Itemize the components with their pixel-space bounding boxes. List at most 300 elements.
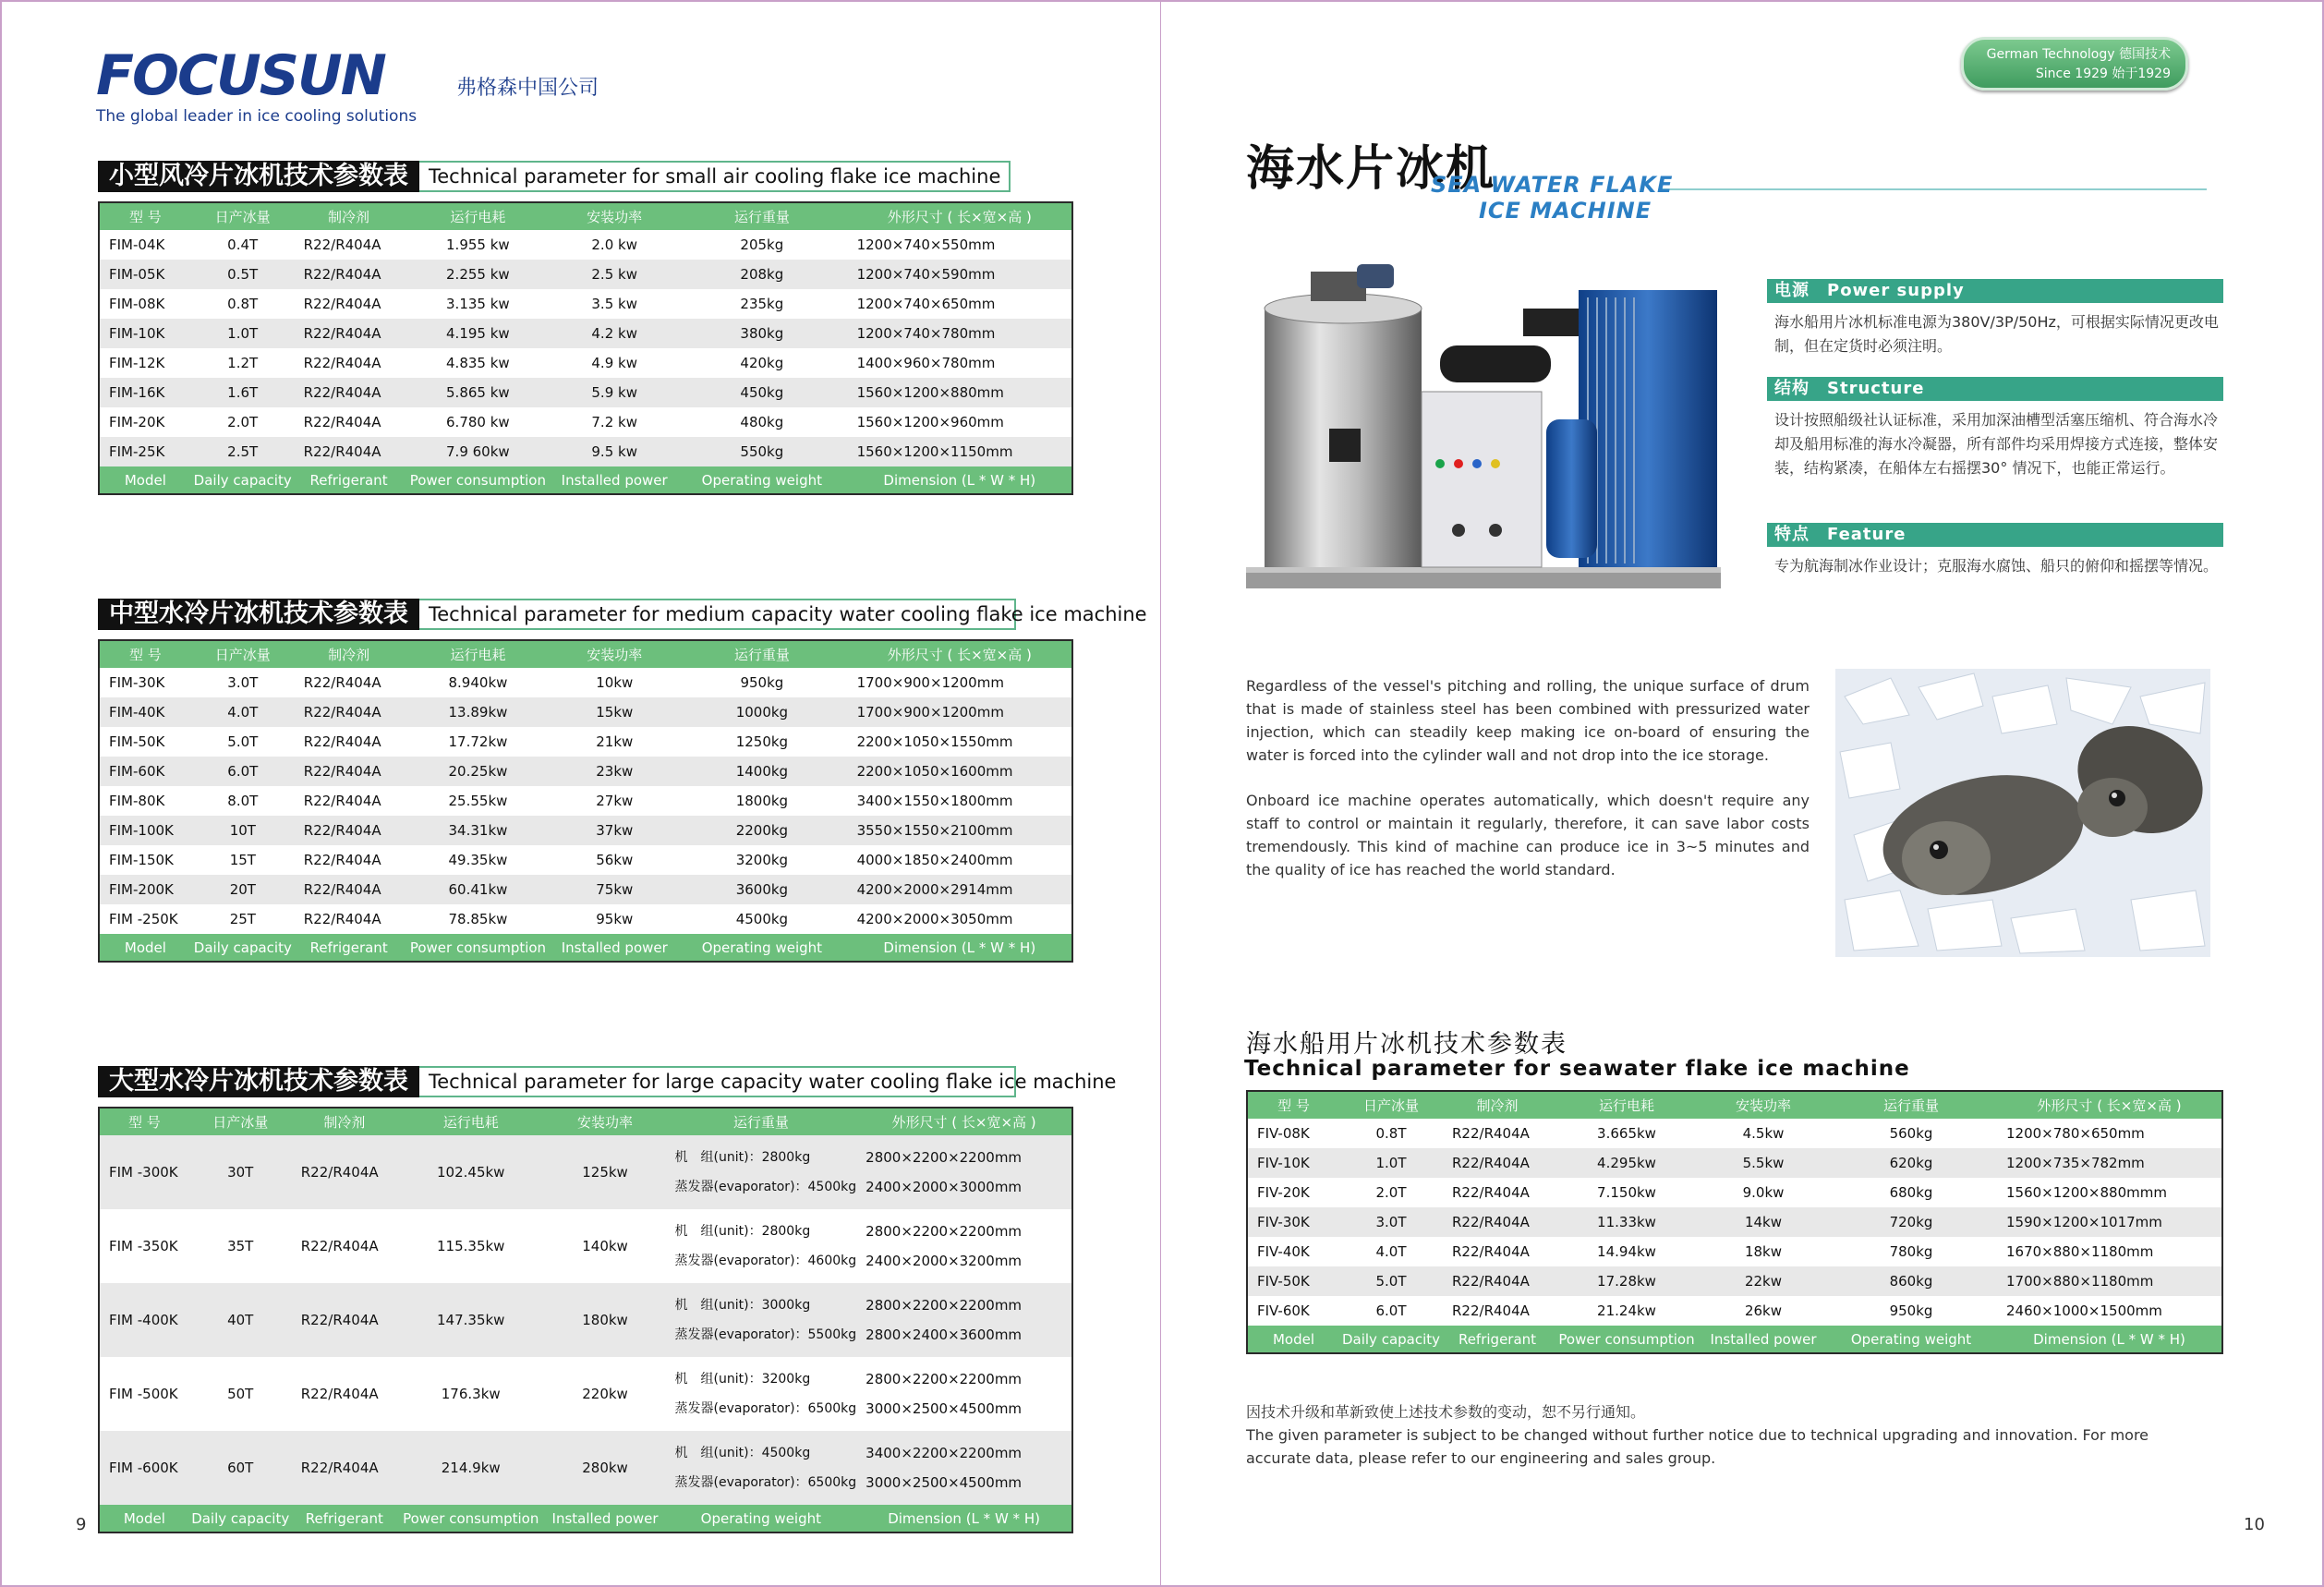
table-cell: 1200×735×782mm xyxy=(1997,1148,2222,1178)
table-cell: 4.295kw xyxy=(1552,1148,1701,1178)
table-cell: 4000×1850×2400mm xyxy=(856,852,1013,868)
small-air-table xyxy=(98,201,1073,495)
table-cell: 4200×2000×2914mm xyxy=(848,875,1072,904)
table-row xyxy=(99,378,1072,407)
table-cell: 680kg xyxy=(1889,1184,1933,1201)
table-cell: R22/R404A xyxy=(300,1386,379,1402)
table-cell: R22/R404A xyxy=(300,1238,379,1254)
large-water-footer-cell: Model xyxy=(99,1505,189,1532)
medium-water-title-en: Technical parameter for medium capacity water cooling flake ice machine xyxy=(419,599,1016,630)
table-cell: FIV-10K xyxy=(1247,1148,1339,1178)
table-cell: 1.955 kw xyxy=(446,236,510,253)
weight-cell xyxy=(666,1283,857,1357)
seawater-header-cell: 制冷剂 xyxy=(1443,1091,1552,1119)
weight-cell xyxy=(666,1357,857,1431)
small-air-footer-cell: Refrigerant xyxy=(295,466,404,494)
large-water-header-cell: 运行电耗 xyxy=(397,1108,545,1135)
table-cell: FIM-12K xyxy=(109,355,165,371)
german-technology-badge xyxy=(1961,37,2188,91)
table-cell: 60.41kw xyxy=(404,875,553,904)
large-water-footer-cell: Dimension (L * W * H) xyxy=(856,1505,1072,1532)
table-cell: FIV-60K xyxy=(1257,1302,1310,1319)
unit-dimension: 3400×2200×2200mm xyxy=(865,1445,1023,1461)
table-cell: R22/R404A xyxy=(1452,1243,1530,1260)
table-cell: 0.8T xyxy=(1375,1125,1407,1142)
seawater-header-cell: 运行重量 xyxy=(1825,1091,1997,1119)
table-cell: 5.865 kw xyxy=(403,378,552,407)
unit-weight: 机 组(unit)：2800kg xyxy=(674,1150,811,1165)
table-cell: 860kg xyxy=(1825,1266,1997,1296)
table-cell: 1400×960×780mm xyxy=(856,355,996,371)
medium-water-header-cell: 型 号 xyxy=(99,640,191,668)
table-cell: 17.28kw xyxy=(1552,1266,1701,1296)
feature-heading: 特点 Feature xyxy=(1767,523,2223,547)
table-cell: R22/R404A xyxy=(303,236,381,253)
medium-water-table xyxy=(98,639,1073,963)
medium-water-footer-cell: Daily capacity xyxy=(191,934,295,962)
table-cell: R22/R404A xyxy=(295,757,404,786)
table-cell: FIM-150K xyxy=(109,852,174,868)
table-row xyxy=(1247,1237,2222,1266)
table-row xyxy=(99,1431,1072,1505)
large-water-header-cell: 安装功率 xyxy=(545,1108,666,1135)
table-cell: 3.665kw xyxy=(1597,1125,1656,1142)
table-cell: 1700×900×1200mm xyxy=(856,674,1004,691)
unit-dimension: 2800×2200×2200mm xyxy=(865,1149,1023,1166)
description-paragraph-2: Onboard ice machine operates automatically, which doesn't require any staff to control or maintain it regularly, therefore, it can save labor costs tremendously. This kind of machine can produce ice in 3~5 minutes and the quality of ice has reached the world standard. xyxy=(1246,792,1810,878)
table-cell: 4500kg xyxy=(735,911,789,927)
table-cell: 0.8T xyxy=(227,296,259,312)
table-cell: 25T xyxy=(229,911,256,927)
small-air-header-cell: 日产冰量 xyxy=(191,202,295,230)
table-cell: 2.5T xyxy=(191,437,295,466)
table-row xyxy=(1247,1148,2222,1178)
table-cell: 3400×1550×1800mm xyxy=(856,793,1013,809)
table-cell: FIM -350K xyxy=(109,1238,178,1254)
small-air-footer-cell: Dimension (L * W * H) xyxy=(848,466,1072,494)
table-cell: R22/R404A xyxy=(295,319,404,348)
table-cell: R22/R404A xyxy=(303,414,381,430)
table-cell: 140kw xyxy=(582,1238,628,1254)
table-cell: FIM-80K xyxy=(109,793,165,809)
table-cell: R22/R404A xyxy=(303,674,381,691)
evaporator-weight: 蒸发器(evaporator)：6500kg xyxy=(674,1401,857,1416)
medium-water-footer-cell: Refrigerant xyxy=(295,934,404,962)
table-cell: 3550×1550×2100mm xyxy=(848,816,1072,845)
table-row xyxy=(99,319,1072,348)
small-air-footer-cell: Daily capacity xyxy=(191,466,295,494)
table-cell: 0.5T xyxy=(191,260,295,289)
small-air-footer-cell: Model xyxy=(99,466,191,494)
seawater-table xyxy=(1246,1090,2223,1354)
medium-water-header-cell: 外形尺寸 ( 长×宽×高 ) xyxy=(848,640,1072,668)
large-water-header-cell: 运行重量 xyxy=(666,1108,857,1135)
table-cell: 2200kg xyxy=(676,816,847,845)
table-cell: FIV-50K xyxy=(1247,1266,1339,1296)
table-cell: FIM-10K xyxy=(99,319,191,348)
medium-water-title-cn: 中型水冷片冰机技术参数表 xyxy=(98,599,419,630)
table-cell: 1700×880×1180mm xyxy=(1997,1266,2222,1296)
table-row xyxy=(99,904,1072,934)
evaporator-weight: 蒸发器(evaporator)：5500kg xyxy=(674,1327,857,1342)
table-cell: 3.0T xyxy=(1339,1207,1443,1237)
large-water-header-row xyxy=(99,1108,1072,1135)
dimension-cell xyxy=(856,1135,1072,1209)
table-cell: 950kg xyxy=(1889,1302,1933,1319)
table-row xyxy=(99,1135,1072,1209)
table-cell: 5.5kw xyxy=(1701,1148,1825,1178)
table-cell: 49.35kw xyxy=(448,852,508,868)
seawater-footer-cell: Power consumption xyxy=(1552,1326,1701,1353)
table-cell: 40T xyxy=(189,1283,292,1357)
table-cell: 30T xyxy=(189,1135,292,1209)
table-row xyxy=(99,668,1072,697)
table-cell: 1670×880×1180mm xyxy=(2006,1243,2154,1260)
seawater-header-cell: 型 号 xyxy=(1247,1091,1339,1119)
small-air-footer-cell: Operating weight xyxy=(676,466,847,494)
table-cell: 125kw xyxy=(545,1135,666,1209)
evaporator-weight: 蒸发器(evaporator)：6500kg xyxy=(674,1475,857,1490)
large-water-heading xyxy=(98,1066,1117,1097)
table-row xyxy=(99,289,1072,319)
large-water-title-en: Technical parameter for large capacity water cooling flake ice machine xyxy=(419,1066,1016,1097)
small-air-header-cell: 运行重量 xyxy=(676,202,847,230)
evaporator-dimension: 3000×2500×4500mm xyxy=(865,1400,1023,1417)
table-cell: 6.0T xyxy=(191,757,295,786)
table-row xyxy=(99,875,1072,904)
disclaimer-en: The given parameter is subject to be changed without further notice due to technical upgrading and innovation. For more accurate data, please refer to our engineering and sales group. xyxy=(1246,1426,2149,1467)
medium-water-footer-cell: Dimension (L * W * H) xyxy=(848,934,1072,962)
table-cell: 115.35kw xyxy=(437,1238,505,1254)
table-cell: 10kw xyxy=(596,674,634,691)
evaporator-weight: 蒸发器(evaporator)：4600kg xyxy=(674,1254,857,1268)
medium-water-header-cell: 制冷剂 xyxy=(295,640,404,668)
table-cell: 1560×1200×960mm xyxy=(856,414,1004,430)
table-cell: FIM -250K xyxy=(109,911,178,927)
table-cell: R22/R404A xyxy=(295,875,404,904)
table-row xyxy=(99,1283,1072,1357)
table-cell: 1.2T xyxy=(227,355,259,371)
unit-dimension: 2800×2200×2200mm xyxy=(865,1223,1023,1240)
evaporator-dimension: 2400×2000×3200mm xyxy=(865,1253,1023,1269)
unit-dimension: 2800×2200×2200mm xyxy=(865,1297,1023,1314)
table-cell: 5.9 kw xyxy=(552,378,676,407)
product-title-en-line1: SEA WATER FLAKE xyxy=(1431,172,1674,198)
table-cell: 4.5kw xyxy=(1742,1125,1785,1142)
weight-cell xyxy=(666,1431,857,1505)
table-cell: 11.33kw xyxy=(1552,1207,1701,1237)
evaporator-dimension: 3000×2500×4500mm xyxy=(865,1474,1023,1491)
table-cell: 4.9 kw xyxy=(591,355,637,371)
table-cell: 20T xyxy=(191,875,295,904)
small-air-footer-cell: Installed power xyxy=(552,466,676,494)
medium-water-heading xyxy=(98,599,1147,630)
table-cell: FIM-04K xyxy=(109,236,165,253)
table-cell: R22/R404A xyxy=(303,911,381,927)
table-cell: FIV-40K xyxy=(1257,1243,1310,1260)
table-cell: R22/R404A xyxy=(303,733,381,750)
large-water-footer-cell: Daily capacity xyxy=(189,1505,292,1532)
table-cell: 205kg xyxy=(740,236,784,253)
table-cell: FIV-20K xyxy=(1257,1184,1310,1201)
small-air-header-row xyxy=(99,202,1072,230)
seawater-header-cell: 外形尺寸 ( 长×宽×高 ) xyxy=(1997,1091,2222,1119)
large-water-footer-cell: Operating weight xyxy=(666,1505,857,1532)
table-cell: R22/R404A xyxy=(303,852,381,868)
table-cell: 4.195 kw xyxy=(403,319,552,348)
table-cell: 180kw xyxy=(545,1283,666,1357)
table-cell: 1200×740×590mm xyxy=(848,260,1072,289)
table-cell: 176.3kw xyxy=(441,1386,501,1402)
large-water-header-cell: 外形尺寸 ( 长×宽×高 ) xyxy=(856,1108,1072,1135)
table-cell: 4.2 kw xyxy=(552,319,676,348)
seawater-header-cell: 日产冰量 xyxy=(1339,1091,1443,1119)
table-cell: 9.5 kw xyxy=(552,437,676,466)
table-cell: 14.94kw xyxy=(1597,1243,1656,1260)
flake-ice-machine-image xyxy=(1246,253,1721,593)
dimension-cell xyxy=(856,1431,1072,1505)
seawater-table-title-cn: 海水船用片冰机技术参数表 xyxy=(1246,1030,1567,1059)
feature-text: 专为航海制冰作业设计；克服海水腐蚀、船只的俯仰和摇摆等情况。 xyxy=(1774,557,2219,575)
description-paragraph-1: Regardless of the vessel's pitching and rolling, the unique surface of drum that is made of stainless steel has been combined with pressurized water injection, which can steadily keep making ice on-board of ensuring the water is forced into the cylinder wall and not drop into the ice storage. xyxy=(1246,677,1810,764)
table-cell: FIM-40K xyxy=(99,697,191,727)
page-number-right: 10 xyxy=(2244,1515,2265,1534)
table-cell: 4.0T xyxy=(1375,1243,1407,1260)
table-row xyxy=(1247,1296,2222,1326)
table-cell: 1000kg xyxy=(676,697,847,727)
table-cell: 5.0T xyxy=(1339,1266,1443,1296)
table-cell: FIM-05K xyxy=(99,260,191,289)
seawater-footer-cell: Installed power xyxy=(1701,1326,1825,1353)
badge-line1: German Technology 德国技术 xyxy=(1986,47,2171,62)
table-cell: 550kg xyxy=(676,437,847,466)
table-cell: 18kw xyxy=(1744,1243,1783,1260)
table-cell: R22/R404A xyxy=(292,1135,397,1209)
table-cell: R22/R404A xyxy=(1452,1302,1530,1319)
seawater-table-title-en: Technical parameter for seawater flake ice machine xyxy=(1244,1057,1910,1081)
seawater-header-row xyxy=(1247,1091,2222,1119)
weight-cell xyxy=(666,1135,857,1209)
table-cell: 1560×1200×1150mm xyxy=(848,437,1072,466)
table-cell: 6.0T xyxy=(1375,1302,1407,1319)
table-cell: R22/R404A xyxy=(295,816,404,845)
table-cell: 780kg xyxy=(1889,1243,1933,1260)
large-water-header-cell: 日产冰量 xyxy=(189,1108,292,1135)
medium-water-header-cell: 日产冰量 xyxy=(191,640,295,668)
medium-water-header-cell: 运行电耗 xyxy=(404,640,553,668)
table-cell: 147.35kw xyxy=(397,1283,545,1357)
table-cell: 21kw xyxy=(596,733,634,750)
table-cell: R22/R404A xyxy=(1452,1125,1530,1142)
table-cell: 25.55kw xyxy=(448,793,508,809)
table-cell: 26kw xyxy=(1744,1302,1783,1319)
table-cell: 560kg xyxy=(1889,1125,1933,1142)
evaporator-dimension: 2400×2000×3000mm xyxy=(865,1179,1023,1195)
table-cell: 1560×1200×880mmm xyxy=(2006,1184,2167,1201)
table-cell: FIM-200K xyxy=(99,875,191,904)
left-page xyxy=(0,0,1160,1587)
table-cell: 1700×900×1200mm xyxy=(848,697,1072,727)
table-cell: 1590×1200×1017mm xyxy=(1997,1207,2222,1237)
seawater-footer-row xyxy=(1247,1326,2222,1353)
table-cell: R22/R404A xyxy=(292,1283,397,1357)
table-cell: 15T xyxy=(229,852,256,868)
badge-line2: Since 1929 始于1929 xyxy=(2035,67,2171,81)
table-cell: 2.0T xyxy=(227,414,259,430)
table-row xyxy=(99,407,1072,437)
table-cell: 950kg xyxy=(740,674,784,691)
small-air-title-en: Technical parameter for small air cooling flake ice machine xyxy=(419,161,1011,192)
fish-on-ice-photo xyxy=(1835,669,2210,957)
table-cell: R22/R404A xyxy=(1443,1148,1552,1178)
large-water-header-cell: 型 号 xyxy=(99,1108,189,1135)
seawater-header-cell: 运行电耗 xyxy=(1552,1091,1701,1119)
table-cell: 720kg xyxy=(1825,1207,1997,1237)
table-cell: FIM-16K xyxy=(99,378,191,407)
table-cell: 3200kg xyxy=(735,852,789,868)
table-cell: FIV-30K xyxy=(1247,1207,1339,1237)
table-cell: 450kg xyxy=(676,378,847,407)
table-row xyxy=(99,845,1072,875)
table-cell: 23kw xyxy=(552,757,676,786)
product-title-cn: 海水片冰机 xyxy=(1246,141,1496,197)
table-cell: R22/R404A xyxy=(295,378,404,407)
table-cell: 620kg xyxy=(1825,1148,1997,1178)
product-title-en-line2: ICE MACHINE xyxy=(1479,198,1652,224)
seawater-footer-cell: Refrigerant xyxy=(1443,1326,1552,1353)
table-cell: FIM-25K xyxy=(99,437,191,466)
logo-tagline: The global leader in ice cooling solutions xyxy=(96,107,418,126)
table-cell: 7.9 60kw xyxy=(403,437,552,466)
table-cell: 15kw xyxy=(552,697,676,727)
large-water-footer-cell: Installed power xyxy=(545,1505,666,1532)
table-cell: 480kg xyxy=(740,414,784,430)
table-cell: 2.5 kw xyxy=(552,260,676,289)
table-cell: 60T xyxy=(189,1431,292,1505)
dimension-cell xyxy=(856,1283,1072,1357)
focusun-logo xyxy=(96,43,418,126)
page-number-left: 9 xyxy=(76,1515,87,1534)
small-air-heading xyxy=(98,161,1011,192)
table-cell: R22/R404A xyxy=(303,793,381,809)
table-cell: 1200×740×780mm xyxy=(848,319,1072,348)
table-cell: 235kg xyxy=(740,296,784,312)
table-cell: 6.780 kw xyxy=(446,414,510,430)
table-cell: 27kw xyxy=(596,793,634,809)
unit-weight: 机 组(unit)：4500kg xyxy=(674,1446,811,1460)
medium-water-footer-row xyxy=(99,934,1072,962)
small-air-header-cell: 运行电耗 xyxy=(403,202,552,230)
unit-weight: 机 组(unit)：2800kg xyxy=(674,1224,811,1239)
table-cell: 1560×1200×880mm xyxy=(848,378,1072,407)
table-cell: 1.0T xyxy=(191,319,295,348)
large-water-footer-cell: Power consumption xyxy=(397,1505,545,1532)
table-cell: R22/R404A xyxy=(1452,1184,1530,1201)
table-cell: 13.89kw xyxy=(404,697,553,727)
table-cell: 78.85kw xyxy=(448,911,508,927)
evaporator-dimension: 2800×2400×3600mm xyxy=(865,1327,1023,1343)
right-page xyxy=(1161,0,2324,1587)
table-cell: 220kw xyxy=(582,1386,628,1402)
table-cell: 9.0kw xyxy=(1742,1184,1785,1201)
table-cell: 420kg xyxy=(740,355,784,371)
table-cell: R22/R404A xyxy=(295,437,404,466)
table-cell: 95kw xyxy=(596,911,634,927)
table-cell: 1400kg xyxy=(676,757,847,786)
large-water-footer-cell: Refrigerant xyxy=(292,1505,397,1532)
table-cell: 75kw xyxy=(552,875,676,904)
table-cell: 2.255 kw xyxy=(403,260,552,289)
unit-weight: 机 组(unit)：3200kg xyxy=(674,1372,811,1387)
table-cell: 56kw xyxy=(596,852,634,868)
table-cell: FIV-08K xyxy=(1257,1125,1310,1142)
disclaimer-note xyxy=(1246,1400,2188,1470)
table-cell: 2200×1050×1600mm xyxy=(848,757,1072,786)
large-water-table xyxy=(98,1107,1073,1533)
table-row xyxy=(99,437,1072,466)
table-cell: 14kw xyxy=(1701,1207,1825,1237)
table-cell: 21.24kw xyxy=(1597,1302,1656,1319)
table-row xyxy=(99,757,1072,786)
table-cell: FIM-50K xyxy=(109,733,165,750)
table-cell: 4200×2000×3050mm xyxy=(856,911,1013,927)
table-cell: 214.9kw xyxy=(397,1431,545,1505)
table-cell: 37kw xyxy=(552,816,676,845)
power-supply-heading: 电源 Power supply xyxy=(1767,279,2223,303)
table-cell: FIM-20K xyxy=(109,414,165,430)
table-cell: 34.31kw xyxy=(404,816,553,845)
medium-water-header-cell: 运行重量 xyxy=(676,640,847,668)
seawater-footer-cell: Daily capacity xyxy=(1339,1326,1443,1353)
medium-water-header-row xyxy=(99,640,1072,668)
table-row xyxy=(1247,1178,2222,1207)
unit-dimension: 2800×2200×2200mm xyxy=(865,1371,1023,1387)
table-cell: 280kw xyxy=(545,1431,666,1505)
small-air-header-cell: 制冷剂 xyxy=(295,202,404,230)
table-cell: 22kw xyxy=(1701,1266,1825,1296)
medium-water-footer-cell: Power consumption xyxy=(404,934,553,962)
table-row xyxy=(99,260,1072,289)
large-water-header-cell: 制冷剂 xyxy=(292,1108,397,1135)
weight-cell xyxy=(666,1209,857,1283)
dimension-cell xyxy=(856,1209,1072,1283)
table-cell: 380kg xyxy=(676,319,847,348)
table-cell: 1200×740×650mm xyxy=(856,296,996,312)
table-cell: R22/R404A xyxy=(295,697,404,727)
small-air-header-cell: 型 号 xyxy=(99,202,191,230)
table-cell: FIM -500K xyxy=(109,1386,178,1402)
large-water-footer-row xyxy=(99,1505,1072,1532)
evaporator-weight: 蒸发器(evaporator)：4500kg xyxy=(674,1180,857,1194)
medium-water-footer-cell: Model xyxy=(99,934,191,962)
table-cell: 1250kg xyxy=(735,733,789,750)
small-air-header-cell: 安装功率 xyxy=(552,202,676,230)
small-air-header-cell: 外形尺寸 ( 长×宽×高 ) xyxy=(848,202,1072,230)
disclaimer-cn: 因技术升级和革新致使上述技术参数的变动，恕不另行通知。 xyxy=(1246,1403,1646,1421)
seawater-footer-cell: Operating weight xyxy=(1825,1326,1997,1353)
logo-wordmark: FOCUSUN xyxy=(96,43,385,108)
table-cell: 4.0T xyxy=(191,697,295,727)
table-cell: 1.0T xyxy=(1339,1148,1443,1178)
structure-text: 设计按照船级社认证标准，采用加深油槽型活塞压缩机、符合海水冷却及船用标准的海水冷凝器，所有部件均采用焊接方式连接，整体安装，结构紧凑，在船体左右摇摆30° 情况下，也能正常运行。 xyxy=(1774,411,2219,477)
table-cell: 35T xyxy=(227,1238,254,1254)
table-cell: 2.0 kw xyxy=(591,236,637,253)
small-air-footer-cell: Power consumption xyxy=(403,466,552,494)
table-cell: FIM-08K xyxy=(109,296,165,312)
table-cell: 3.135 kw xyxy=(446,296,510,312)
table-cell: 2200×1050×1550mm xyxy=(856,733,1013,750)
table-cell: 1800kg xyxy=(735,793,789,809)
